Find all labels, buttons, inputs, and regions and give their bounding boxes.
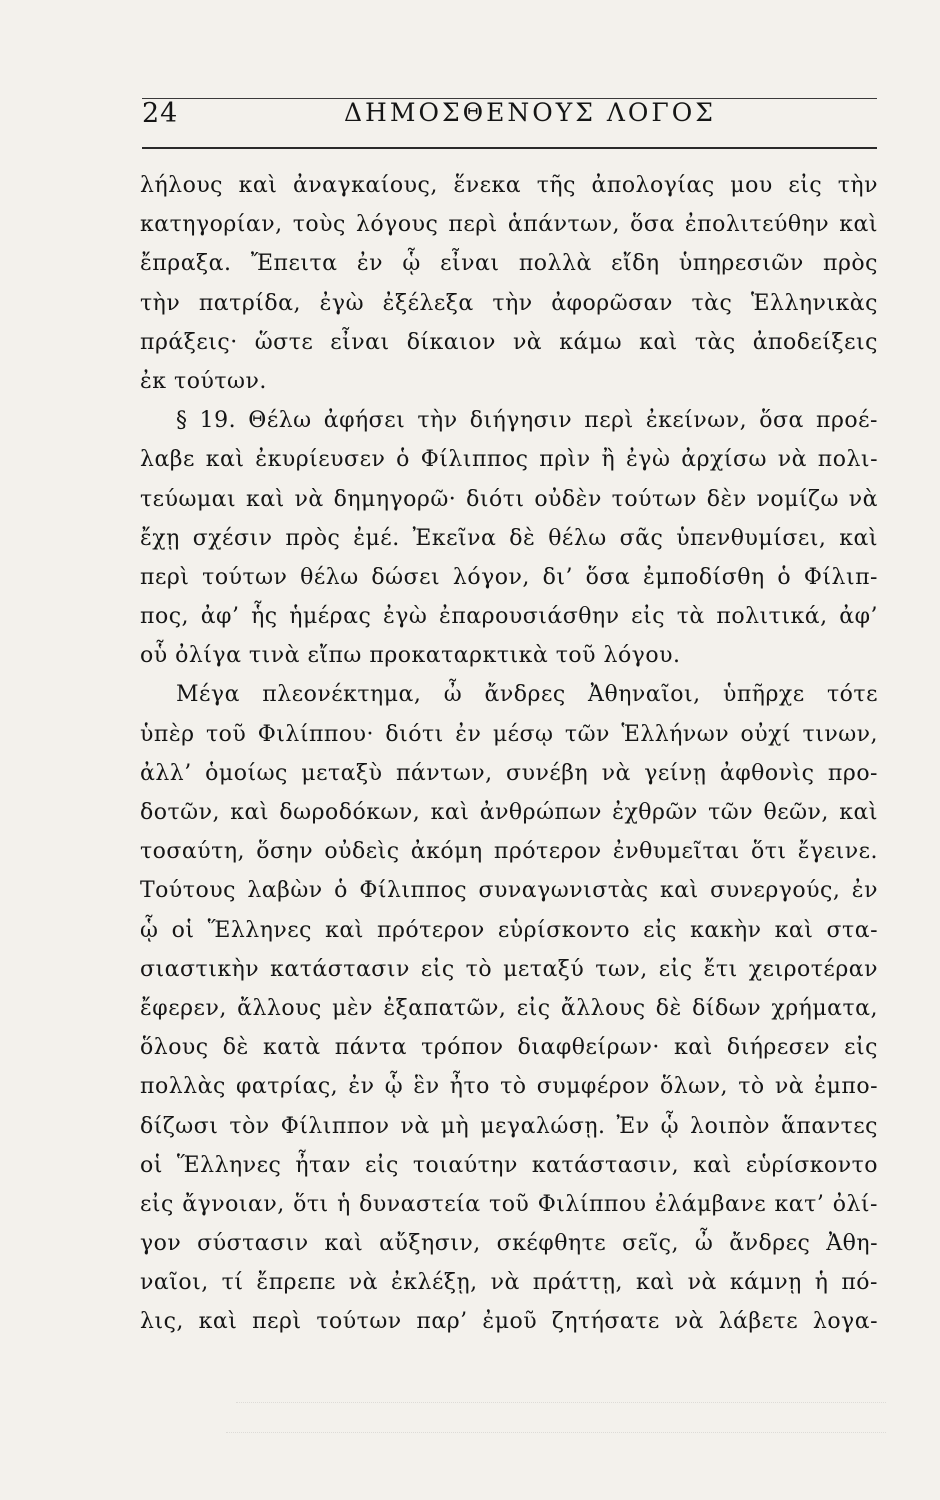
text-line: περὶ τούτων θέλω δώσει λόγον, δι’ ὅσα ἐμποδίσθη ὁ Φίλιπ-: [140, 564, 878, 590]
text-line: ἀλλ’ ὁμοίως μεταξὺ πάντων, συνέβη νὰ γείνῃ ἀφθονὶς προ-: [140, 760, 878, 786]
text-line: ὅλους δὲ κατὰ πάντα τρόπον διαφθείρων· καὶ διήρεσεν εἰς: [140, 1035, 878, 1061]
text-line: ᾧ οἱ Ἕλληνες καὶ πρότερον εὑρίσκοντο εἰς κακὴν καὶ στα-: [140, 917, 878, 943]
text-line: ἔπραξα. Ἔπειτα ἐν ᾧ εἶναι πολλὰ εἴδη ὑπηρεσιῶν πρὸς: [140, 251, 878, 277]
text-line: ναῖοι, τί ἔπρεπε νὰ ἐκλέξῃ, νὰ πράττῃ, καὶ νὰ κάμνῃ ἡ πό-: [140, 1270, 878, 1296]
show-through-texture: [236, 1402, 886, 1415]
text-line: Τούτους λαβὼν ὁ Φίλιππος συναγωνιστὰς καὶ συνεργούς, ἐν: [140, 878, 878, 904]
page-number: 24: [142, 98, 179, 129]
text-line: πος, ἀφ’ ἧς ἡμέρας ἐγὼ ἐπαρουσιάσθην εἰς τὰ πολιτικά, ἀφ’: [140, 604, 878, 630]
text-line: δίζωσι τὸν Φίλιππον νὰ μὴ μεγαλώσῃ. Ἐν ᾧ λοιπὸν ἅπαντες: [140, 1113, 878, 1139]
paragraph-start-line: Μέγα πλεονέκτημα, ὦ ἄνδρες Ἀθηναῖοι, ὑπῆρχε τότε: [176, 682, 878, 708]
header-bottom-rule: [142, 147, 877, 149]
text-line: ἔφερεν, ἄλλους μὲν ἐξαπατῶν, εἰς ἄλλους δὲ δίδων χρήματα,: [140, 995, 878, 1021]
text-line: λις, καὶ περὶ τούτων παρ’ ἐμοῦ ζητήσατε νὰ λάβετε λογα-: [140, 1309, 878, 1335]
text-line: οἱ Ἕλληνες ἦταν εἰς τοιαύτην κατάστασιν, καὶ εὑρίσκοντο: [140, 1152, 878, 1178]
text-line: ἐκ τούτων.: [140, 368, 267, 394]
text-line: εἰς ἄγνοιαν, ὅτι ἡ δυναστεία τοῦ Φιλίππου ἐλάμβανε κατ’ ὀλί-: [140, 1191, 878, 1217]
text-line: οὗ ὀλίγα τινὰ εἴπω προκαταρκτικὰ τοῦ λόγου.: [140, 643, 681, 669]
text-line: ὑπὲρ τοῦ Φιλίππου· διότι ἐν μέσῳ τῶν Ἑλλήνων οὐχί τινων,: [140, 721, 878, 747]
text-line: τεύωμαι καὶ νὰ δημηγορῶ· διότι οὐδὲν τούτων δὲν νομίζω νὰ: [140, 486, 878, 512]
text-line: πράξεις· ὥστε εἶναι δίκαιον νὰ κάμω καὶ τὰς ἀποδείξεις: [140, 329, 878, 355]
text-line: κατηγορίαν, τοὺς λόγους περὶ ἁπάντων, ὅσα ἐπολιτεύθην καὶ: [140, 212, 878, 238]
section-heading-line: § 19. Θέλω ἀφήσει τὴν διήγησιν περὶ ἐκείνων, ὅσα προέ-: [176, 408, 878, 434]
running-title: ΔΗΜΟΣΘΕΝΟΥΣ ΛΟΓΟΣ: [344, 98, 716, 127]
text-line: γον σύστασιν καὶ αὔξησιν, σκέφθητε σεῖς, ὦ ἄνδρες Ἀθη-: [140, 1231, 878, 1257]
text-line: πολλὰς φατρίας, ἐν ᾧ ἓν ἦτο τὸ συμφέρον ὅλων, τὸ νὰ ἐμπο-: [140, 1074, 878, 1100]
text-line: σιαστικὴν κατάστασιν εἰς τὸ μεταξύ των, εἰς ἔτι χειροτέραν: [140, 956, 878, 982]
text-line: λήλους καὶ ἀναγκαίους, ἕνεκα τῆς ἀπολογίας μου εἰς τὴν: [140, 173, 878, 198]
text-line: ἔχῃ σχέσιν πρὸς ἐμέ. Ἐκεῖνα δὲ θέλω σᾶς ὑπενθυμίσει, καὶ: [140, 525, 878, 551]
text-line: λαβε καὶ ἐκυρίευσεν ὁ Φίλιππος πρὶν ἢ ἐγὼ ἀρχίσω νὰ πολι-: [140, 447, 878, 473]
show-through-texture: [226, 1432, 886, 1445]
text-line: τοσαύτη, ὅσην οὐδεὶς ἀκόμη πρότερον ἐνθυμεῖται ὅτι ἔγεινε.: [140, 839, 878, 865]
running-head: [142, 92, 874, 132]
body-text: [140, 166, 878, 1342]
text-line: τὴν πατρίδα, ἐγὼ ἐξέλεξα τὴν ἀφορῶσαν τὰς Ἑλληνικὰς: [140, 290, 878, 316]
text-line: δοτῶν, καὶ δωροδόκων, καὶ ἀνθρώπων ἐχθρῶν τῶν θεῶν, καὶ: [140, 800, 878, 825]
